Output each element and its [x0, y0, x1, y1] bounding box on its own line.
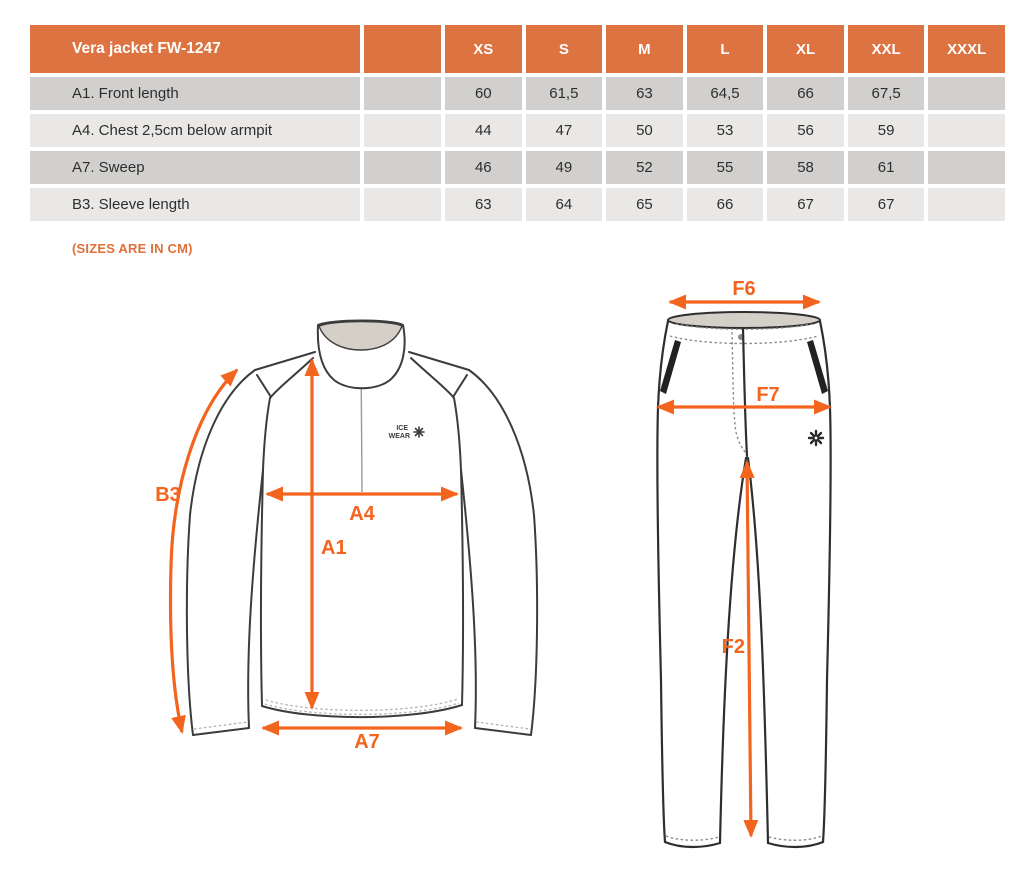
table-value — [928, 188, 1005, 221]
jacket-diagram — [140, 280, 560, 780]
size-table — [30, 25, 1005, 221]
logo-text-line1: ICE — [396, 425, 408, 432]
row-spacer-cell — [364, 151, 441, 184]
row-spacer-cell — [364, 114, 441, 147]
size-header-m: M — [606, 25, 683, 73]
b3-arrow — [170, 370, 237, 732]
table-value: 44 — [445, 114, 522, 147]
row-label: B3. Sleeve length — [30, 188, 360, 221]
table-value — [928, 77, 1005, 110]
header-spacer-cell — [364, 25, 441, 73]
size-header-xxl: XXL — [848, 25, 925, 73]
units-note: (SIZES ARE IN CM) — [72, 241, 193, 256]
jacket-body — [255, 350, 469, 717]
table-value: 64,5 — [687, 77, 764, 110]
table-value: 49 — [526, 151, 603, 184]
a4-label: A4 — [349, 503, 375, 525]
snowflake-icon — [414, 427, 424, 437]
table-value: 56 — [767, 114, 844, 147]
table-value: 63 — [606, 77, 683, 110]
row-label: A7. Sweep — [30, 151, 360, 184]
snowflake-icon — [809, 431, 823, 445]
row-label: A1. Front length — [30, 77, 360, 110]
row-label: A4. Chest 2,5cm below armpit — [30, 114, 360, 147]
a7-label: A7 — [354, 731, 380, 753]
b3-label: B3 — [155, 484, 181, 506]
size-header-s: S — [526, 25, 603, 73]
f2-label: F2 — [721, 636, 745, 658]
size-header-xl: XL — [767, 25, 844, 73]
table-value: 58 — [767, 151, 844, 184]
f6-label: F6 — [732, 280, 756, 300]
table-value: 61,5 — [526, 77, 603, 110]
size-header-xs: XS — [445, 25, 522, 73]
fly-seam — [743, 328, 747, 456]
waist-opening — [668, 312, 820, 328]
table-value: 64 — [526, 188, 603, 221]
table-value: 50 — [606, 114, 683, 147]
icewear-logo — [389, 425, 424, 440]
table-value: 59 — [848, 114, 925, 147]
table-value: 67 — [848, 188, 925, 221]
pants-legs — [657, 321, 830, 847]
table-value: 65 — [606, 188, 683, 221]
table-value — [928, 151, 1005, 184]
pants-diagram — [620, 280, 880, 880]
table-value: 66 — [767, 77, 844, 110]
table-value: 53 — [687, 114, 764, 147]
table-value: 47 — [526, 114, 603, 147]
table-title: Vera jacket FW-1247 — [30, 25, 360, 73]
jacket-collar — [318, 321, 405, 389]
a1-label: A1 — [321, 537, 347, 559]
row-spacer-cell — [364, 188, 441, 221]
table-value: 63 — [445, 188, 522, 221]
table-value: 67 — [767, 188, 844, 221]
table-value — [928, 114, 1005, 147]
jacket-measurements — [155, 360, 461, 753]
size-header-xxxl: XXXL — [928, 25, 1005, 73]
table-value: 60 — [445, 77, 522, 110]
row-spacer-cell — [364, 77, 441, 110]
table-value: 61 — [848, 151, 925, 184]
table-value: 46 — [445, 151, 522, 184]
logo-text-line2: WEAR — [388, 433, 410, 440]
f2-arrow — [747, 462, 751, 836]
table-value: 66 — [687, 188, 764, 221]
table-value: 67,5 — [848, 77, 925, 110]
table-value: 52 — [606, 151, 683, 184]
table-value: 55 — [687, 151, 764, 184]
f7-label: F7 — [756, 384, 780, 406]
size-header-l: L — [687, 25, 764, 73]
